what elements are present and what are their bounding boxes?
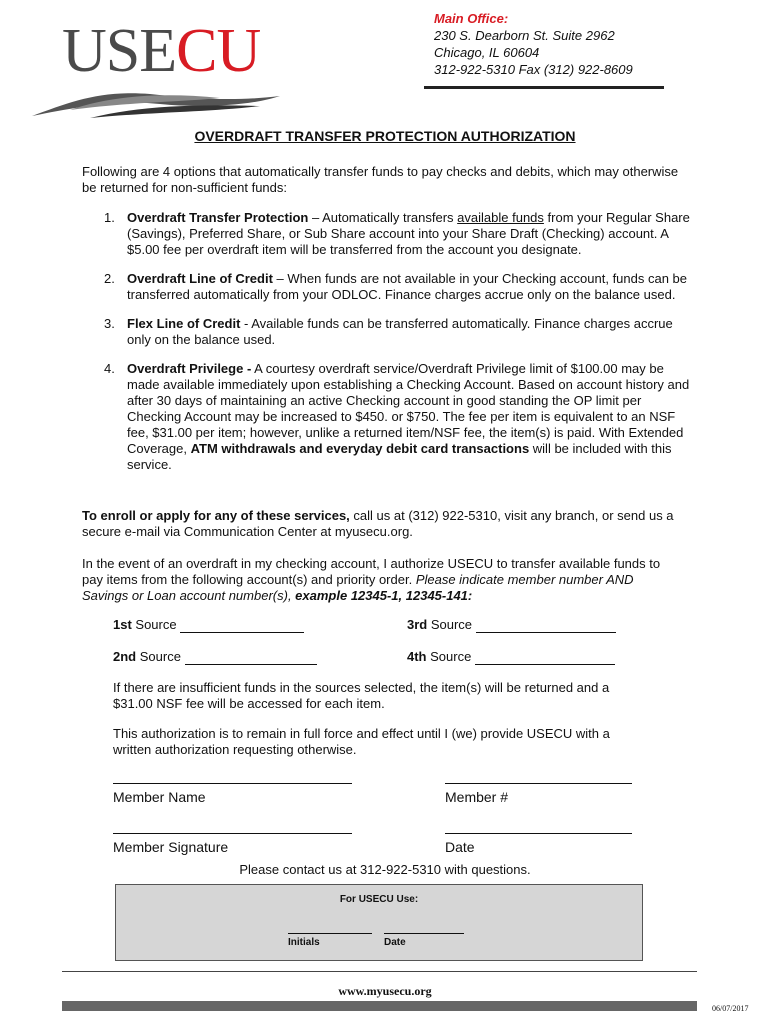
member-signature-label: Member Signature — [113, 839, 229, 855]
office-heading: Main Office: — [434, 11, 509, 26]
member-number-label: Member # — [445, 789, 509, 805]
footer-bar — [62, 1001, 697, 1011]
member-number-line[interactable] — [445, 783, 632, 784]
initials-line[interactable] — [288, 933, 372, 934]
office-address: 230 S. Dearborn St. Suite 2962 — [434, 28, 615, 43]
footer-url: www.myusecu.org — [338, 984, 432, 998]
box-title: For USECU Use: — [339, 894, 419, 905]
footer-date: 06/07/2017 — [712, 1004, 749, 1013]
office-phones: 312-922-5310 Fax (312) 922-8609 — [434, 62, 633, 77]
source-2nd-field[interactable]: 2nd Source — [113, 649, 317, 665]
list-item: 2. Overdraft Line of Credit – When funds are not available in your Checking account, funds can be transferred automatically from your ODLOC. Finance charges accrue only on the balance used. — [104, 271, 688, 302]
logo-wordmark: USECU — [62, 17, 261, 85]
intro-text: Following are 4 options that automatically transfer funds to pay checks and debits, which may otherwise be returned for non-sufficient funds: — [82, 164, 679, 195]
page-title: OVERDRAFT TRANSFER PROTECTION AUTHORIZATION — [194, 128, 576, 144]
authorize-text: In the event of an overdraft in my checking account, I authorize USECU to transfer available funds to pay items from the following account(s) and priority order. Please indicate member number AND Savings or Loan account number(s), example 12345-1, 12345-141: — [82, 556, 661, 603]
usecu-logo — [30, 14, 330, 114]
date-label: Date — [445, 839, 475, 855]
box-date-line[interactable] — [384, 933, 464, 934]
options-list — [82, 210, 692, 486]
box-date-label: Date — [384, 937, 406, 948]
main-office-info — [434, 10, 633, 78]
source-3rd-field[interactable]: 3rd Source — [407, 617, 616, 633]
source-1st-field[interactable]: 1st Source — [113, 617, 304, 633]
header-rule — [424, 86, 664, 89]
list-item: 1. Overdraft Transfer Protection – Automatically transfers available funds from your Regular Share (Savings), Preferred Share, or Sub Share account into your Share Draft (Checking) account. A $5.00 fee per overdraft item will be transferred from the account you designate. — [104, 210, 690, 257]
list-item: 4. Overdraft Privilege - A courtesy overdraft service/Overdraft Privilege limit of $100.00 may be made available immediately upon establishing a Checking Account. Based on account history and after 30 days of maintaining an active Checking account in good standing the OP limit per Checking Account may be increased to $450. or $750. The fee per item is equivalent to an NSF fee, $31.00 per item; however, unlike a returned item/NSF fee, the item(s) is paid. With Extended Coverage, ATM withdrawals and everyday debit card transactions will be included with this service. — [104, 361, 690, 472]
footer-rule — [62, 971, 697, 972]
initials-label: Initials — [288, 937, 320, 948]
usecu-use-box — [115, 884, 643, 961]
contact-text: Please contact us at 312-922-5310 with questions. — [239, 862, 531, 877]
source-4th-field[interactable]: 4th Source — [407, 649, 615, 665]
authorization-text: This authorization is to remain in full force and effect until I (we) provide USECU with a written authorization requesting otherwise. — [113, 726, 610, 757]
member-name-label: Member Name — [113, 789, 206, 805]
date-line[interactable] — [445, 833, 632, 834]
member-name-line[interactable] — [113, 783, 352, 784]
swoosh-icon — [30, 76, 330, 120]
list-item: 3. Flex Line of Credit - Available funds can be transferred automatically. Finance charges accrue only on the balance used. — [104, 316, 673, 347]
office-city: Chicago, IL 60604 — [434, 45, 540, 60]
enroll-text: To enroll or apply for any of these services, call us at (312) 922-5310, visit any branch, or send us a secure e-mail via Communication Center at myusecu.org. — [82, 508, 674, 539]
member-signature-line[interactable] — [113, 833, 352, 834]
insufficient-funds-text: If there are insufficient funds in the sources selected, the item(s) will be returned and a $31.00 NSF fee will be accessed for each item. — [113, 680, 610, 711]
